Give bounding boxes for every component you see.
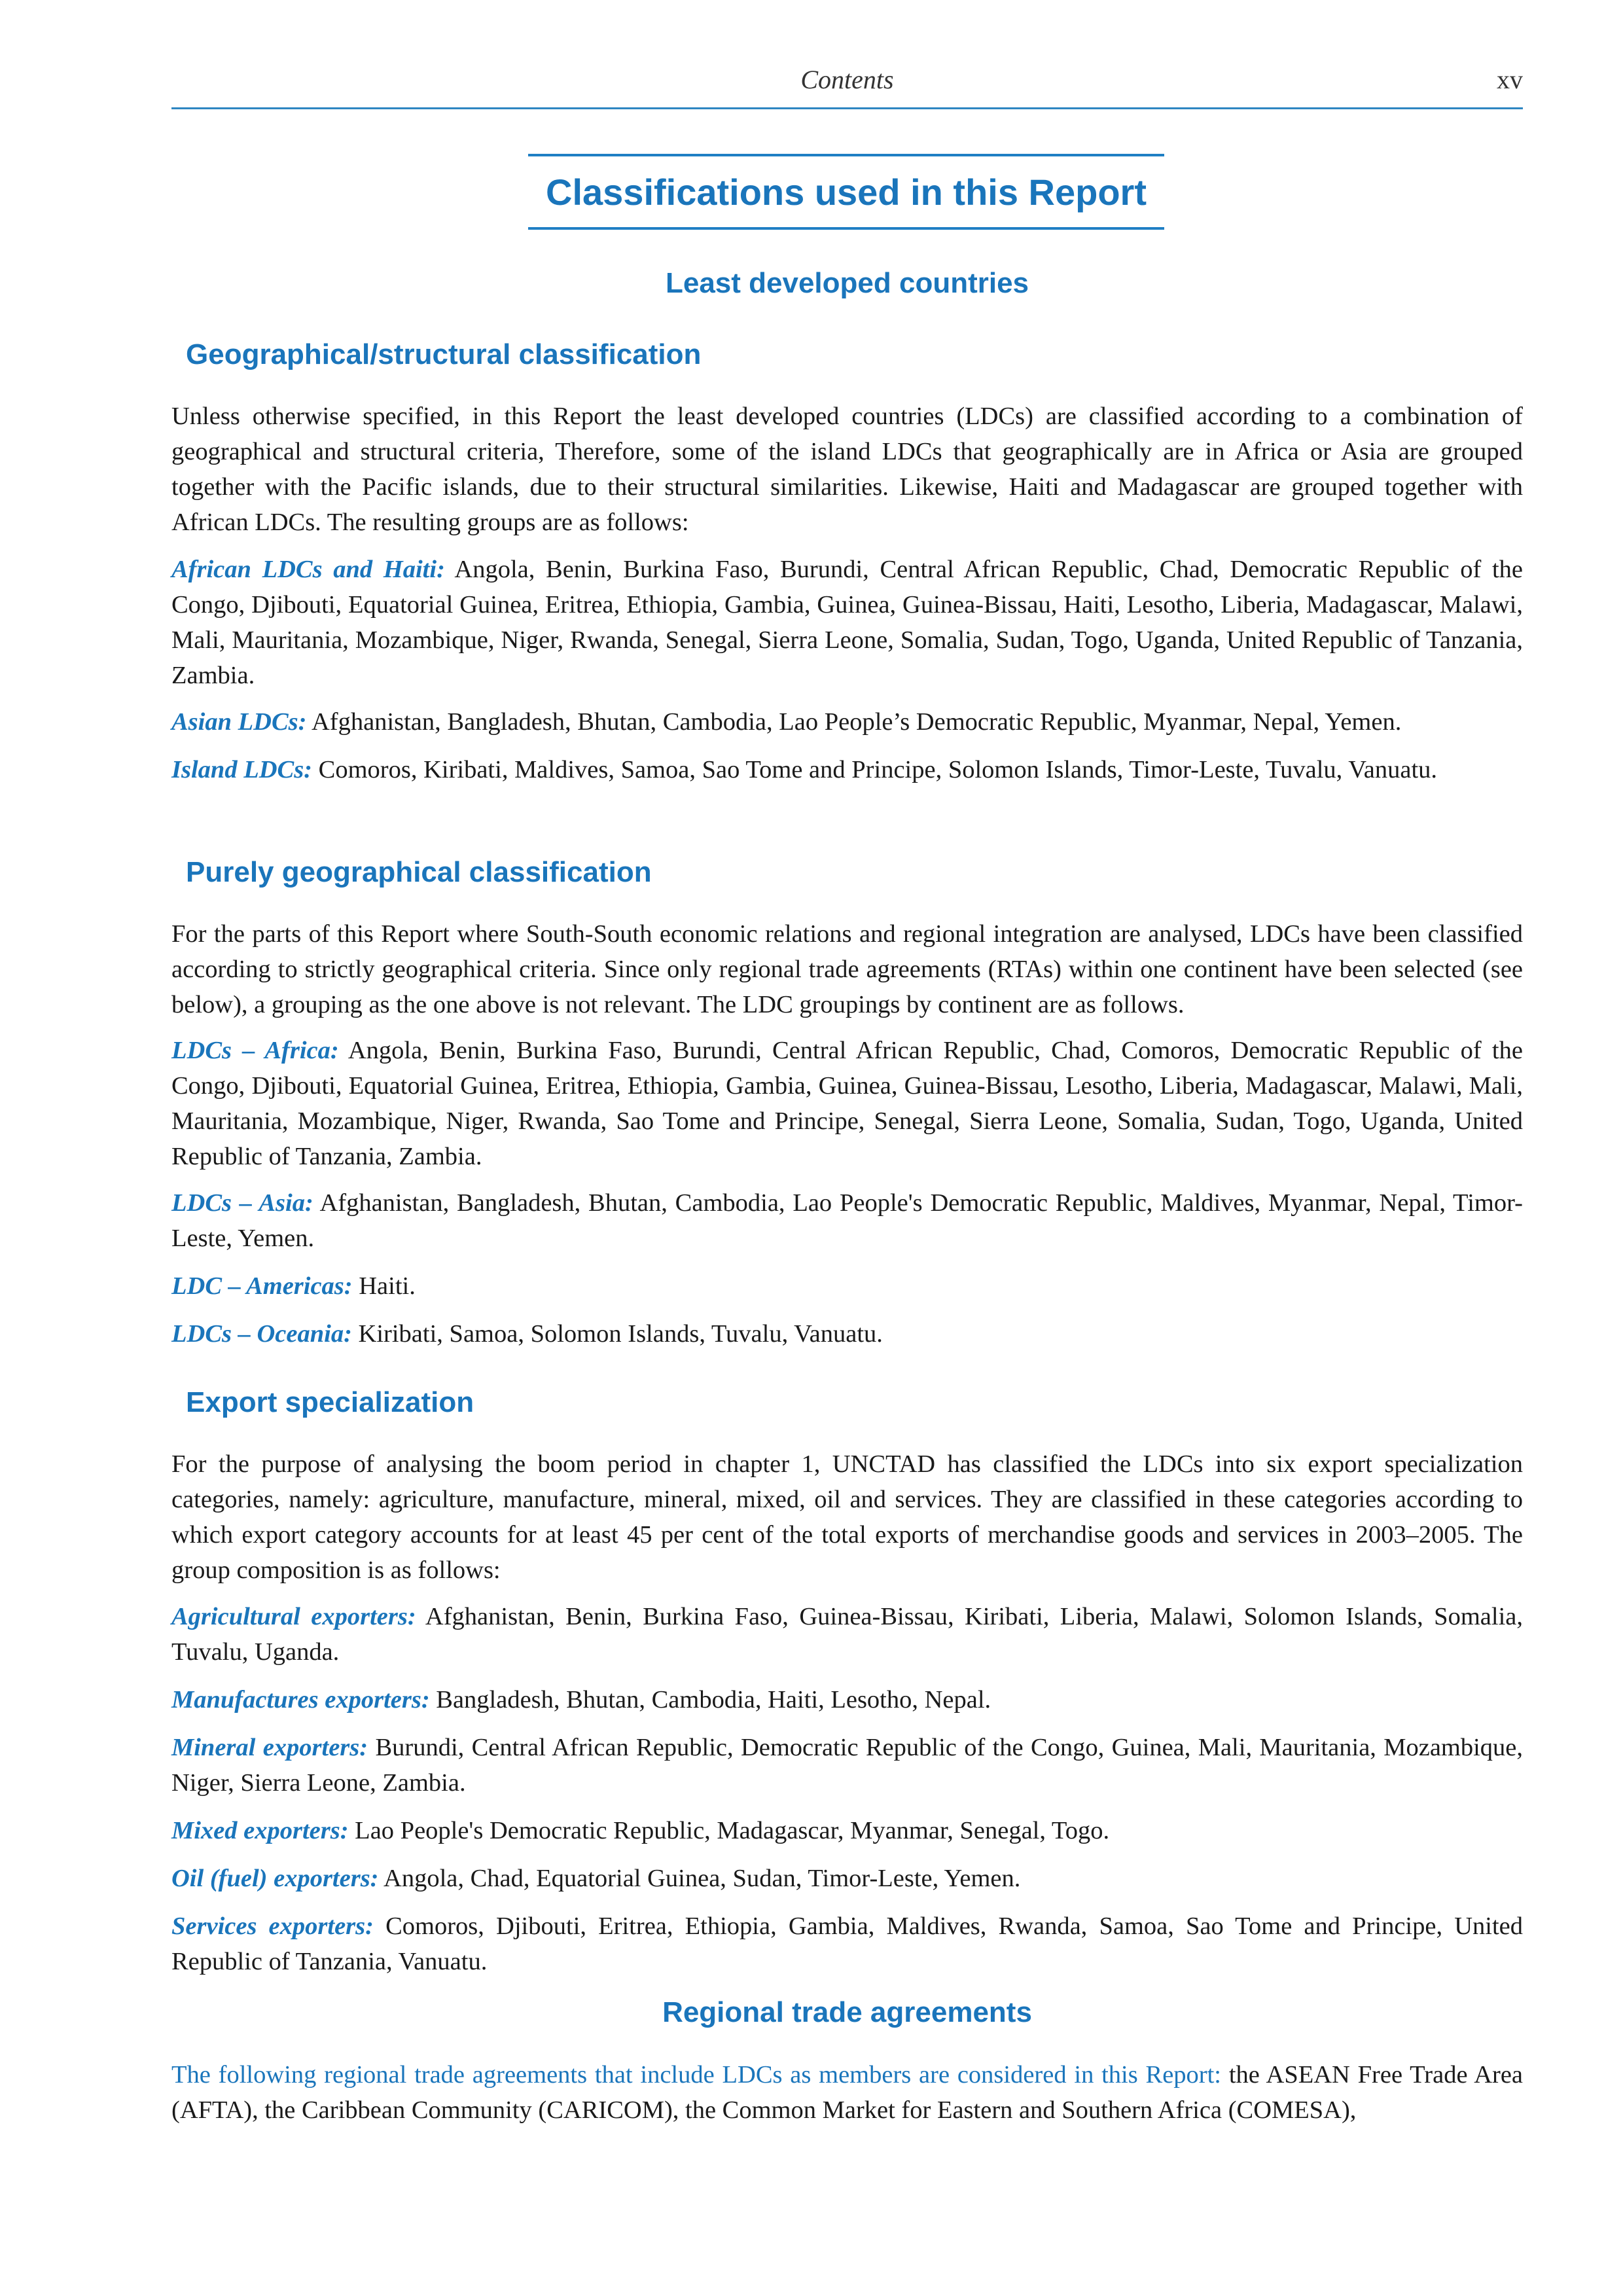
group-text: Comoros, Djibouti, Eritrea, Ethiopia, Gambia, Maldives, Rwanda, Samoa, Sao Tome and Principe, United Republic of Tanzania, Vanuatu. <box>171 1912 1524 1975</box>
group-ldcs-asia <box>171 1185 1523 1256</box>
group-label: Services exporters: <box>171 1912 374 1940</box>
group-ldcs-africa <box>171 1033 1523 1174</box>
group-text: Haiti. <box>359 1272 416 1300</box>
group-african-ldcs-haiti <box>171 552 1523 693</box>
group-label: Agricultural exporters: <box>171 1603 416 1630</box>
group-label: Manufactures exporters: <box>171 1686 430 1713</box>
group-asian-ldcs <box>171 704 1523 740</box>
export-intro: For the purpose of analysing the boom period in chapter 1, UNCTAD has classified the LDCs into six export specialization categories, namely: agriculture, manufacture, mineral, mixed, oil and services. They are classified in these categories according to which export category accounts for at least 45 per cent of the total exports of merchandise goods and services in 2003–2005. The group composition is as follows: <box>171 1450 1523 1584</box>
group-manufactures-exporters <box>171 1682 1523 1717</box>
export-heading: Export specialization <box>186 1386 474 1418</box>
group-island-ldcs <box>171 752 1523 787</box>
rta-heading: Regional trade agreements <box>662 1996 1032 2028</box>
rta-lead: The following regional trade agreements that include LDCs as members are considered in this Report: <box>171 2061 1222 2089</box>
group-text: Angola, Chad, Equatorial Guinea, Sudan, Timor-Leste, Yemen. <box>383 1865 1021 1892</box>
group-label: Mixed exporters: <box>171 1817 349 1844</box>
rta-intro <box>171 2057 1523 2128</box>
group-ldcs-oceania <box>171 1316 1523 1352</box>
group-label: African LDCs and Haiti: <box>171 556 445 583</box>
title-box <box>528 154 1164 230</box>
group-label: Asian LDCs: <box>171 708 307 736</box>
rta-text: the ASEAN Free Trade Area (AFTA), the Caribbean Community (CARICOM), the Common Market for Eastern and Southern Africa (COMESA), <box>171 2061 1524 2124</box>
group-label: LDCs – Asia: <box>171 1189 313 1217</box>
page-title: Classifications used in this Report <box>546 171 1147 213</box>
group-text: Angola, Benin, Burkina Faso, Burundi, Central African Republic, Chad, Democratic Republic of the Congo, Djibouti, Equatorial Guinea, Eritrea, Ethiopia, Gambia, Guinea, Guinea-Bissau, Haiti, Lesotho, Liberia, Madagascar, Malawi, Mali, Mauritania, Mozambique, Niger, Rwanda, Senegal, Sierra Leone, Somalia, Sudan, Togo, Uganda, United Republic of Tanzania, Zambia. <box>171 556 1523 689</box>
geographical-heading: Purely geographical classification <box>186 856 652 888</box>
group-mixed-exporters <box>171 1813 1523 1848</box>
group-label: LDCs – Africa: <box>171 1037 339 1064</box>
running-header <box>171 60 1523 109</box>
group-label: Mineral exporters: <box>171 1734 368 1761</box>
group-text: Lao People's Democratic Republic, Madagascar, Myanmar, Senegal, Togo. <box>355 1817 1110 1844</box>
page-number: xv <box>1497 65 1523 94</box>
group-ldc-americas <box>171 1268 1523 1304</box>
group-label: LDCs – Oceania: <box>171 1320 352 1348</box>
group-agricultural-exporters <box>171 1599 1523 1670</box>
group-text: Angola, Benin, Burkina Faso, Burundi, Central African Republic, Chad, Comoros, Democratic Republic of the Congo, Djibouti, Equatorial Guinea, Eritrea, Ethiopia, Gambia, Guinea, Guinea-Bissau, Lesotho, Liberia, Madagascar, Malawi, Mali, Mauritania, Mozambique, Niger, Rwanda, Sao Tome and Principe, Senegal, Sierra Leone, Somalia, Sudan, Togo, Uganda, United Republic of Tanzania, Zambia. <box>171 1037 1523 1170</box>
group-text: Burundi, Central African Republic, Democratic Republic of the Congo, Guinea, Mali, Mauritania, Mozambique, Niger, Sierra Leone, Zambia. <box>171 1734 1524 1797</box>
group-label: LDC – Americas: <box>171 1272 353 1300</box>
geo-structural-heading: Geographical/structural classification <box>186 338 702 370</box>
group-text: Afghanistan, Bangladesh, Bhutan, Cambodia, Lao People’s Democratic Republic, Myanmar, Nepal, Yemen. <box>311 708 1402 736</box>
group-oil-exporters <box>171 1861 1523 1896</box>
group-label: Oil (fuel) exporters: <box>171 1865 379 1892</box>
group-text: Bangladesh, Bhutan, Cambodia, Haiti, Lesotho, Nepal. <box>436 1686 991 1713</box>
group-text: Comoros, Kiribati, Maldives, Samoa, Sao Tome and Principe, Solomon Islands, Timor-Leste, Tuvalu, Vanuatu. <box>318 756 1438 783</box>
group-text: Kiribati, Samoa, Solomon Islands, Tuvalu, Vanuatu. <box>358 1320 883 1348</box>
geo-structural-intro: Unless otherwise specified, in this Report the least developed countries (LDCs) are classified according to a combination of geographical and structural criteria, Therefore, some of the island LDCs that geographically are in Africa or Asia are grouped together with the Pacific islands, due to their structural similarities. Likewise, Haiti and Madagascar are grouped together with African LDCs. The resulting groups are as follows: <box>171 403 1523 536</box>
group-mineral-exporters <box>171 1730 1523 1801</box>
group-services-exporters <box>171 1909 1523 1979</box>
geographical-intro: For the parts of this Report where South-South economic relations and regional integration are analysed, LDCs have been classified according to strictly geographical criteria. Since only regional trade agreements (RTAs) within one continent have been selected (see below), a grouping as the one above is not relevant. The LDC groupings by continent are as follows. <box>171 920 1523 1018</box>
group-text: Afghanistan, Benin, Burkina Faso, Guinea-Bissau, Kiribati, Liberia, Malawi, Solomon Islands, Somalia, Tuvalu, Uganda. <box>171 1603 1523 1666</box>
ldc-heading: Least developed countries <box>665 267 1029 299</box>
running-title: Contents <box>800 65 894 94</box>
group-label: Island LDCs: <box>171 756 313 783</box>
group-text: Afghanistan, Bangladesh, Bhutan, Cambodia, Lao People's Democratic Republic, Maldives, Myanmar, Nepal, Timor-Leste, Yemen. <box>171 1189 1523 1252</box>
